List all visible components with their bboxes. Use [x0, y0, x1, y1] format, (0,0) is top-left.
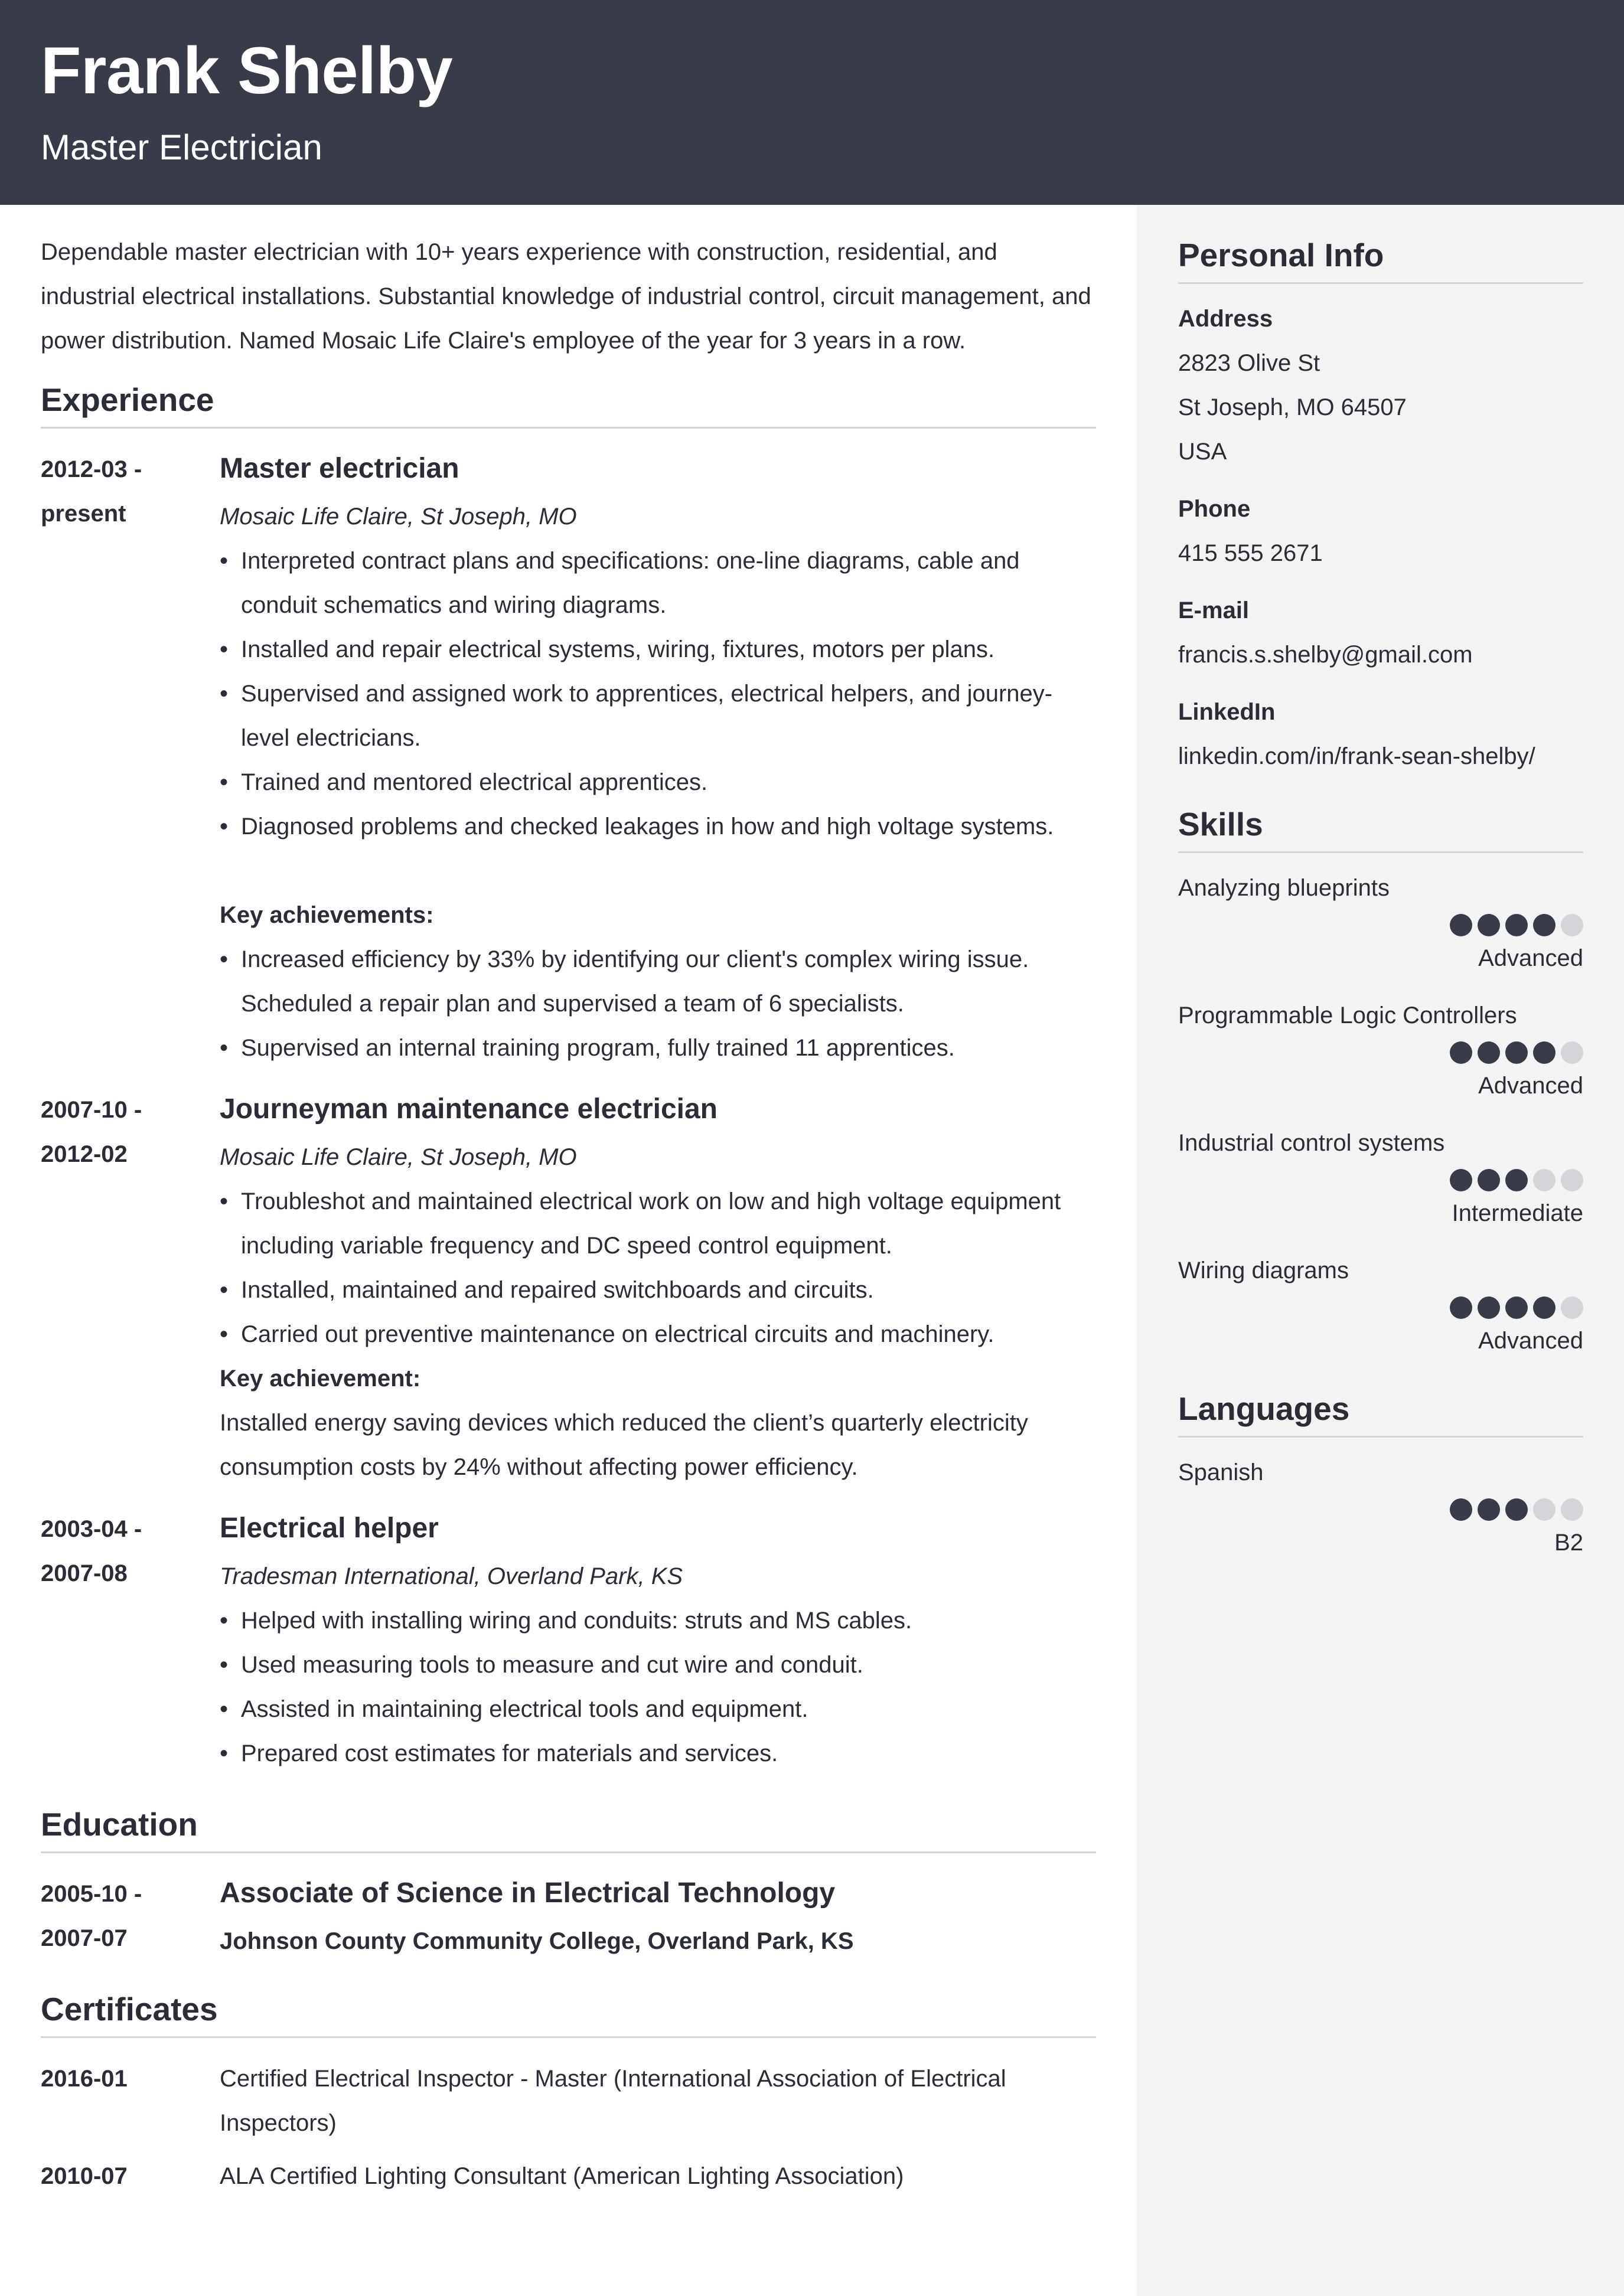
language-name: Spanish — [1178, 1459, 1264, 1485]
rating-dot-filled — [1505, 1498, 1528, 1521]
date-end: 2007-08 — [41, 1560, 128, 1586]
entry-dates — [41, 1507, 220, 1776]
achievement-text: Installed energy saving devices which reduced the client’s quarterly electricity consumption costs by 24% without affecting power efficiency. — [220, 1410, 1028, 1480]
skill-level: Advanced — [1478, 1073, 1583, 1099]
linkedin-value[interactable]: linkedin.com/in/frank-sean-shelby/ — [1178, 743, 1535, 769]
skill-item — [1178, 1121, 1583, 1236]
rating-dot-empty — [1561, 1169, 1583, 1191]
rating-dot-filled — [1533, 1296, 1555, 1319]
personal-info-section — [1178, 239, 1583, 779]
skills-heading: Skills — [1178, 808, 1583, 853]
skill-item — [1178, 1249, 1583, 1363]
rating-dot-empty — [1533, 1498, 1555, 1521]
entry-dates — [41, 1088, 220, 1490]
experience-entry — [41, 448, 1096, 1070]
education-heading: Education — [41, 1808, 1096, 1853]
list-item: • Installed, maintained and repaired switchboards and circuits. — [220, 1268, 1096, 1312]
languages-section — [1178, 1390, 1583, 1565]
skill-name: Wiring diagrams — [1178, 1258, 1349, 1283]
list-item: • Helped with installing wiring and conduits: struts and MS cables. — [220, 1599, 1096, 1643]
list-item: • Trained and mentored electrical apprentices. — [220, 760, 1096, 805]
duties-list — [220, 539, 1096, 849]
entry-dates — [41, 448, 220, 1070]
experience-entry — [41, 1507, 1096, 1776]
job-title: Journeyman maintenance electrician — [220, 1093, 718, 1125]
personal-info-heading: Personal Info — [1178, 239, 1583, 284]
language-item — [1178, 1451, 1583, 1565]
main-column — [41, 230, 1096, 2199]
date-end: 2007-07 — [41, 1925, 128, 1951]
certificate-text: ALA Certified Lighting Consultant (American Lighting Association) — [220, 2163, 904, 2189]
email-value[interactable]: francis.s.shelby@gmail.com — [1178, 642, 1473, 668]
address-label: Address — [1178, 306, 1273, 332]
rating-dot-empty — [1561, 1041, 1583, 1064]
list-item: • Supervised an internal training program, fully trained 11 apprentices. — [220, 1026, 1096, 1070]
education-entry — [41, 1872, 1096, 1964]
date-start: 2012-03 - — [41, 456, 142, 482]
rating-dot-filled — [1533, 914, 1555, 936]
rating-dots — [1178, 1169, 1583, 1191]
rating-dot-filled — [1478, 1296, 1500, 1319]
school-name: Johnson County Community College, Overland Park, KS — [220, 1928, 854, 1954]
achievements-label: Key achievements: — [220, 902, 434, 928]
summary-text: Dependable master electrician with 10+ years experience with construction, residential, and industrial electrical installations. Substantial knowledge of industrial control, circuit management, and power distribution. Named Mosaic Life Claire's employee of the year for 3 years in a row. — [41, 239, 1091, 354]
degree-title: Associate of Science in Electrical Technology — [220, 1877, 836, 1909]
achievement-label: Key achievement: — [220, 1366, 421, 1392]
skill-item — [1178, 994, 1583, 1108]
list-item: • Supervised and assigned work to apprentices, electrical helpers, and journey-level electricians. — [220, 672, 1096, 760]
list-item: • Used measuring tools to measure and cut wire and conduit. — [220, 1643, 1096, 1687]
resume-header — [0, 0, 1624, 205]
rating-dot-filled — [1450, 1296, 1472, 1319]
list-item: • Assisted in maintaining electrical tools and equipment. — [220, 1687, 1096, 1732]
rating-dots — [1178, 1498, 1583, 1521]
certificates-heading: Certificates — [41, 1993, 1096, 2038]
address-line: 2823 Olive St — [1178, 350, 1320, 376]
phone-label: Phone — [1178, 496, 1251, 522]
list-item: • Diagnosed problems and checked leakages in how and high voltage systems. — [220, 805, 1096, 849]
sidebar-content — [1178, 239, 1583, 1595]
skill-level: Advanced — [1478, 1328, 1583, 1354]
certificate-entry — [41, 2154, 1096, 2199]
email-label: E-mail — [1178, 597, 1250, 623]
list-item: • Interpreted contract plans and specifications: one-line diagrams, cable and conduit schematics and wiring diagrams. — [220, 539, 1096, 628]
rating-dot-empty — [1533, 1169, 1555, 1191]
date-end: present — [41, 501, 126, 527]
skill-name: Analyzing blueprints — [1178, 875, 1390, 901]
rating-dot-filled — [1505, 1296, 1528, 1319]
skills-section — [1178, 808, 1583, 1363]
candidate-name: Frank Shelby — [41, 34, 453, 107]
rating-dot-empty — [1561, 1498, 1583, 1521]
address-line: St Joseph, MO 64507 — [1178, 394, 1407, 420]
rating-dots — [1178, 1296, 1583, 1319]
date-start: 2007-10 - — [41, 1097, 142, 1123]
rating-dot-filled — [1533, 1041, 1555, 1064]
job-title: Master electrician — [220, 453, 459, 484]
skill-level: Intermediate — [1452, 1200, 1583, 1226]
rating-dot-filled — [1450, 1498, 1472, 1521]
rating-dot-filled — [1450, 1169, 1472, 1191]
date-end: 2012-02 — [41, 1141, 128, 1167]
candidate-title: Master Electrician — [41, 128, 322, 167]
certificate-entry — [41, 2057, 1096, 2145]
certificate-date: 2010-07 — [41, 2163, 128, 2189]
skill-name: Programmable Logic Controllers — [1178, 1002, 1517, 1028]
entry-dates — [41, 1872, 220, 1964]
date-start: 2005-10 - — [41, 1881, 142, 1907]
rating-dots — [1178, 1041, 1583, 1064]
rating-dot-filled — [1478, 1498, 1500, 1521]
experience-heading: Experience — [41, 384, 1096, 429]
phone-value: 415 555 2671 — [1178, 540, 1323, 566]
skill-level: Advanced — [1478, 945, 1583, 971]
skill-item — [1178, 866, 1583, 981]
rating-dot-filled — [1505, 1041, 1528, 1064]
experience-entry — [41, 1088, 1096, 1490]
list-item: • Installed and repair electrical systems, wiring, fixtures, motors per plans. — [220, 628, 1096, 672]
list-item: • Troubleshot and maintained electrical work on low and high voltage equipment including variable frequency and DC speed control equipment. — [220, 1180, 1096, 1268]
duties-list — [220, 1599, 1096, 1776]
rating-dot-empty — [1561, 914, 1583, 936]
list-item: • Increased efficiency by 33% by identifying our client's complex wiring issue. Scheduled a repair plan and supervised a team of 6 specialists. — [220, 938, 1096, 1026]
company-name: Mosaic Life Claire, St Joseph, MO — [220, 504, 577, 530]
language-level: B2 — [1554, 1530, 1583, 1556]
linkedin-label: LinkedIn — [1178, 699, 1276, 725]
rating-dot-filled — [1478, 914, 1500, 936]
achievements-list — [220, 938, 1096, 1070]
list-item: • Carried out preventive maintenance on electrical circuits and machinery. — [220, 1312, 1096, 1357]
rating-dot-filled — [1478, 1169, 1500, 1191]
skill-name: Industrial control systems — [1178, 1130, 1445, 1156]
rating-dot-empty — [1561, 1296, 1583, 1319]
rating-dots — [1178, 914, 1583, 936]
rating-dot-filled — [1450, 914, 1472, 936]
rating-dot-filled — [1505, 914, 1528, 936]
company-name: Mosaic Life Claire, St Joseph, MO — [220, 1144, 577, 1170]
rating-dot-filled — [1505, 1169, 1528, 1191]
date-start: 2003-04 - — [41, 1516, 142, 1542]
rating-dot-filled — [1478, 1041, 1500, 1064]
certificate-date: 2016-01 — [41, 2066, 128, 2092]
duties-list — [220, 1180, 1096, 1357]
rating-dot-filled — [1450, 1041, 1472, 1064]
job-title: Electrical helper — [220, 1513, 439, 1544]
languages-heading: Languages — [1178, 1393, 1583, 1438]
address-line: USA — [1178, 439, 1227, 465]
company-name: Tradesman International, Overland Park, KS — [220, 1563, 683, 1589]
list-item: • Prepared cost estimates for materials and services. — [220, 1732, 1096, 1776]
certificate-text: Certified Electrical Inspector - Master (International Association of Electrical Inspectors) — [220, 2066, 1006, 2136]
